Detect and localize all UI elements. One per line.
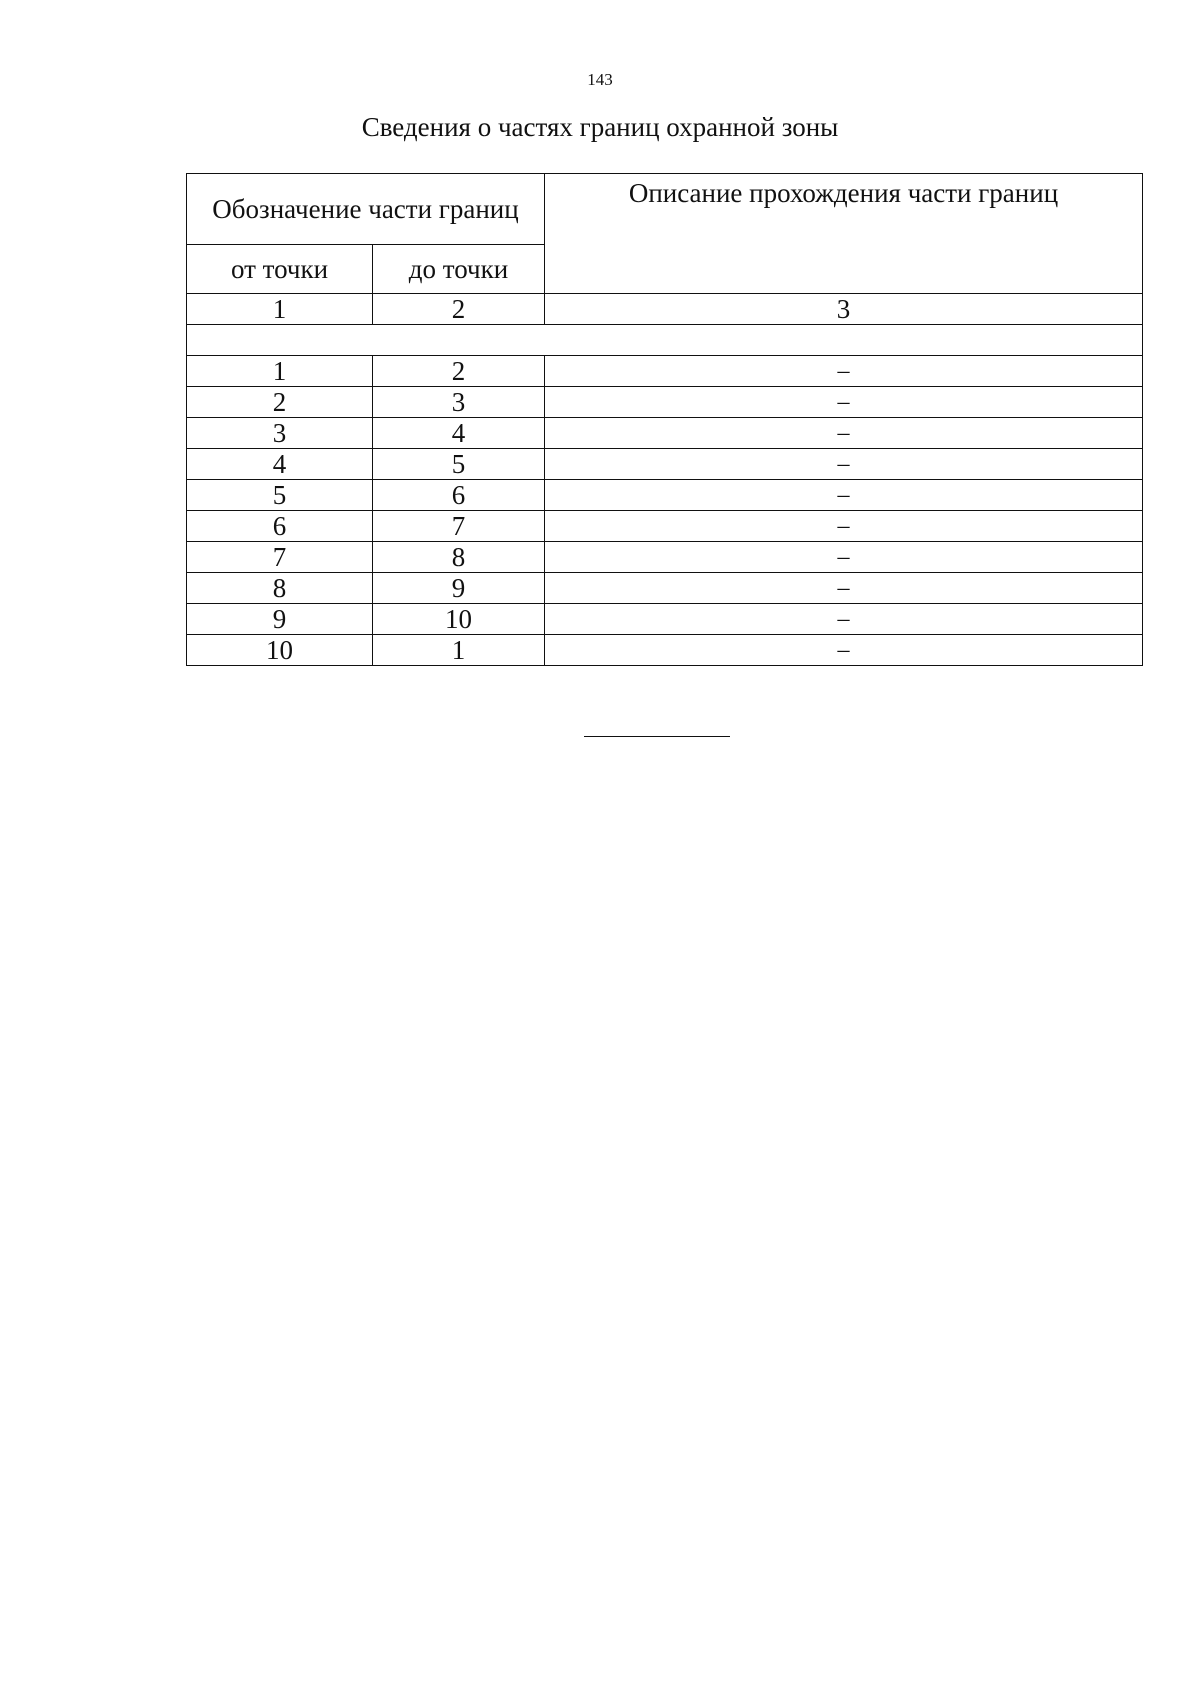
table-row — [187, 387, 1143, 418]
cell-from-point: 1 — [187, 356, 373, 387]
page-number: 143 — [587, 70, 613, 89]
cell-to-point: 7 — [373, 511, 545, 542]
table-row — [187, 511, 1143, 542]
cell-description: – — [545, 449, 1143, 480]
cell-to-point: 9 — [373, 573, 545, 604]
page-title: Сведения о частях границ охранной зоны — [361, 112, 839, 142]
cell-from-point: 8 — [187, 573, 373, 604]
end-rule — [584, 736, 730, 737]
table-row — [187, 604, 1143, 635]
column-number-row — [187, 294, 1143, 325]
cell-from-point: 4 — [187, 449, 373, 480]
cell-to-point: 8 — [373, 542, 545, 573]
cell-from-point: 9 — [187, 604, 373, 635]
empty-section-cell — [187, 325, 1143, 356]
cell-to-point: 3 — [373, 387, 545, 418]
table-row — [187, 573, 1143, 604]
header-boundary-designation: Обозначение части границ — [187, 174, 545, 245]
header-from-point: от точки — [187, 245, 373, 294]
cell-from-point: 10 — [187, 635, 373, 666]
cell-description: – — [545, 604, 1143, 635]
cell-from-point: 6 — [187, 511, 373, 542]
table-row — [187, 542, 1143, 573]
cell-description: – — [545, 635, 1143, 666]
cell-description: – — [545, 542, 1143, 573]
cell-description: – — [545, 356, 1143, 387]
cell-to-point: 1 — [373, 635, 545, 666]
cell-description: – — [545, 511, 1143, 542]
column-number: 1 — [187, 294, 373, 325]
column-number: 2 — [373, 294, 545, 325]
table-row — [187, 418, 1143, 449]
cell-to-point: 6 — [373, 480, 545, 511]
empty-section-row — [187, 325, 1143, 356]
table-row — [187, 356, 1143, 387]
cell-description: – — [545, 573, 1143, 604]
cell-from-point: 3 — [187, 418, 373, 449]
cell-to-point: 5 — [373, 449, 545, 480]
cell-description: – — [545, 418, 1143, 449]
header-to-point: до точки — [373, 245, 545, 294]
cell-from-point: 7 — [187, 542, 373, 573]
table-row — [187, 449, 1143, 480]
column-number: 3 — [545, 294, 1143, 325]
table-row — [187, 635, 1143, 666]
cell-to-point: 2 — [373, 356, 545, 387]
table-header-row — [187, 174, 1143, 245]
cell-description: – — [545, 480, 1143, 511]
cell-from-point: 2 — [187, 387, 373, 418]
header-boundary-description: Описание прохождения части границ — [545, 174, 1143, 294]
cell-to-point: 10 — [373, 604, 545, 635]
cell-to-point: 4 — [373, 418, 545, 449]
cell-from-point: 5 — [187, 480, 373, 511]
cell-description: – — [545, 387, 1143, 418]
boundary-parts-table — [186, 173, 1143, 666]
table-row — [187, 480, 1143, 511]
